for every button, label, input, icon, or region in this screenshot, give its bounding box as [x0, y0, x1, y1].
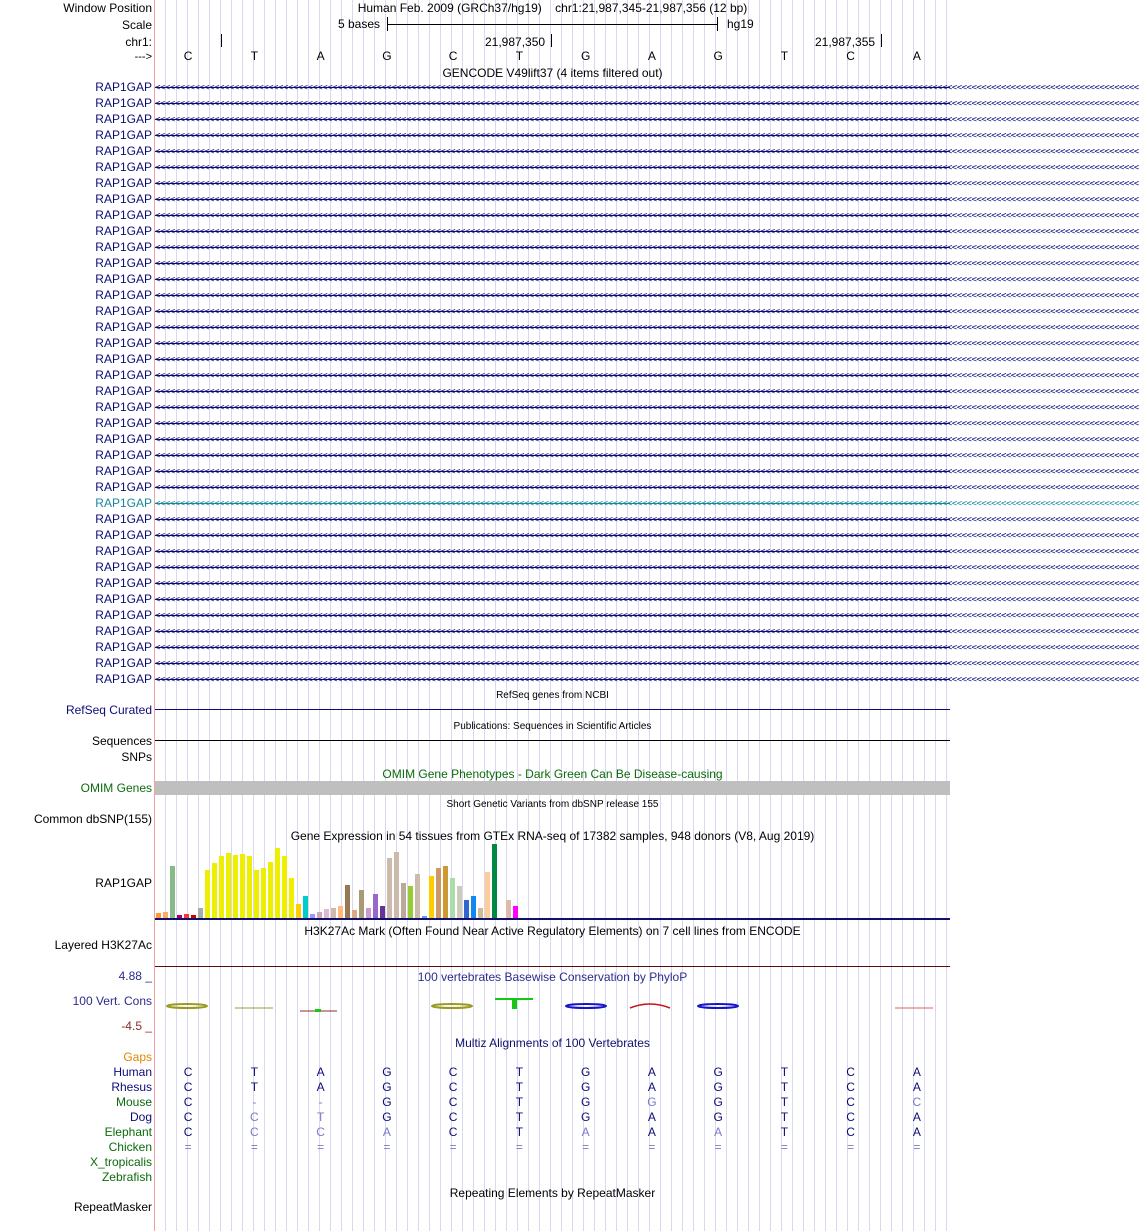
gencode-gene-label[interactable]: RAP1GAP [95, 112, 152, 126]
phylop-track-title: 100 vertebrates Basewise Conservation by PhyloP [417, 970, 688, 984]
gencode-transcript[interactable] [155, 131, 1139, 141]
alignment-base: C [183, 1080, 193, 1094]
alignment-base: A [647, 1125, 656, 1139]
alignment-base: G [580, 1065, 591, 1079]
strand-arrows: <<<<<<<<<<<<<<<<<<<<<<<<<<<<<<<<<<<<<<<<<<<<<<<<<<<<<<<<<<<<<<<<<<<<<<<<<<<<<<<<<<<<<<<<<<<<<<<<<<<<<<<<<<<<<<<<<<<<<<<<<<<<<<<<<<<<<<<<<<<<<<<<<<<<<<<<<<<<<<<<<<<<<<<<<<<<<<<<<<<<<<<<<<<<<<<<<<<<<<<< [155, 99, 1139, 109]
strand-arrows: <<<<<<<<<<<<<<<<<<<<<<<<<<<<<<<<<<<<<<<<<<<<<<<<<<<<<<<<<<<<<<<<<<<<<<<<<<<<<<<<<<<<<<<<<<<<<<<<<<<<<<<<<<<<<<<<<<<<<<<<<<<<<<<<<<<<<<<<<<<<<<<<<<<<<<<<<<<<<<<<<<<<<<<<<<<<<<<<<<<<<<<<<<<<<<<<<<<<<<<< [155, 531, 1139, 541]
gencode-gene-label[interactable]: RAP1GAP [95, 208, 152, 222]
species-label[interactable]: Rhesus [111, 1080, 152, 1094]
strand-arrows: <<<<<<<<<<<<<<<<<<<<<<<<<<<<<<<<<<<<<<<<<<<<<<<<<<<<<<<<<<<<<<<<<<<<<<<<<<<<<<<<<<<<<<<<<<<<<<<<<<<<<<<<<<<<<<<<<<<<<<<<<<<<<<<<<<<<<<<<<<<<<<<<<<<<<<<<<<<<<<<<<<<<<<<<<<<<<<<<<<<<<<<<<<<<<<<<<<<<<<<< [155, 611, 1139, 621]
gtex-tissue-bar[interactable] [240, 854, 245, 918]
gencode-transcript[interactable] [155, 163, 1139, 173]
strand-arrows: <<<<<<<<<<<<<<<<<<<<<<<<<<<<<<<<<<<<<<<<<<<<<<<<<<<<<<<<<<<<<<<<<<<<<<<<<<<<<<<<<<<<<<<<<<<<<<<<<<<<<<<<<<<<<<<<<<<<<<<<<<<<<<<<<<<<<<<<<<<<<<<<<<<<<<<<<<<<<<<<<<<<<<<<<<<<<<<<<<<<<<<<<<<<<<<<<<<<<<<< [155, 547, 1139, 557]
alignment-base: G [713, 1095, 723, 1109]
gencode-transcript[interactable] [155, 83, 1139, 93]
strand-arrows: <<<<<<<<<<<<<<<<<<<<<<<<<<<<<<<<<<<<<<<<<<<<<<<<<<<<<<<<<<<<<<<<<<<<<<<<<<<<<<<<<<<<<<<<<<<<<<<<<<<<<<<<<<<<<<<<<<<<<<<<<<<<<<<<<<<<<<<<<<<<<<<<<<<<<<<<<<<<<<<<<<<<<<<<<<<<<<<<<<<<<<<<<<<<<<<<<<<<<<<< [155, 403, 1139, 413]
gencode-gene-label[interactable]: RAP1GAP [95, 176, 152, 190]
gencode-transcript[interactable] [155, 435, 1139, 445]
gencode-transcript[interactable] [155, 195, 1139, 205]
gencode-gene-label[interactable]: RAP1GAP [95, 80, 152, 94]
window-position-label: Window Position [63, 1, 152, 15]
alignment-base: = [847, 1140, 855, 1154]
gencode-gene-label[interactable]: RAP1GAP [95, 448, 152, 462]
alignment-base: T [780, 1095, 789, 1109]
alignment-base: G [580, 1095, 591, 1109]
gencode-gene-label[interactable]: RAP1GAP [95, 464, 152, 478]
gtex-tissue-bar[interactable] [219, 856, 224, 918]
gencode-gene-label[interactable]: RAP1GAP [95, 544, 152, 558]
alignment-base: G [713, 1110, 723, 1124]
gencode-gene-label[interactable]: RAP1GAP [95, 592, 152, 606]
species-label[interactable]: Elephant [104, 1125, 152, 1139]
gencode-gene-label[interactable]: RAP1GAP [95, 224, 152, 238]
gtex-tissue-bar[interactable] [345, 885, 350, 918]
gencode-gene-label[interactable]: RAP1GAP [95, 96, 152, 110]
gtex-tissue-bar[interactable] [464, 900, 469, 918]
strand-arrows: <<<<<<<<<<<<<<<<<<<<<<<<<<<<<<<<<<<<<<<<<<<<<<<<<<<<<<<<<<<<<<<<<<<<<<<<<<<<<<<<<<<<<<<<<<<<<<<<<<<<<<<<<<<<<<<<<<<<<<<<<<<<<<<<<<<<<<<<<<<<<<<<<<<<<<<<<<<<<<<<<<<<<<<<<<<<<<<<<<<<<<<<<<<<<<<<<<<<<<<< [155, 643, 1139, 653]
gencode-gene-label[interactable]: RAP1GAP [95, 512, 152, 526]
gtex-tissue-bar[interactable] [268, 862, 273, 918]
gencode-gene-label[interactable]: RAP1GAP [95, 368, 152, 382]
scale-bar [387, 17, 718, 31]
alignment-base: T [515, 1095, 524, 1109]
alignment-base: T [515, 1065, 524, 1079]
common-dbsnp-label[interactable]: Common dbSNP(155) [33, 812, 152, 826]
strand-arrows: <<<<<<<<<<<<<<<<<<<<<<<<<<<<<<<<<<<<<<<<<<<<<<<<<<<<<<<<<<<<<<<<<<<<<<<<<<<<<<<<<<<<<<<<<<<<<<<<<<<<<<<<<<<<<<<<<<<<<<<<<<<<<<<<<<<<<<<<<<<<<<<<<<<<<<<<<<<<<<<<<<<<<<<<<<<<<<<<<<<<<<<<<<<<<<<<<<<<<<<< [155, 259, 1139, 269]
alignment-base: T [250, 1080, 259, 1094]
alignment-base: G [580, 1080, 591, 1094]
gtex-tissue-bar[interactable] [373, 894, 378, 918]
alignment-base: G [713, 1080, 723, 1094]
strand-arrows: <<<<<<<<<<<<<<<<<<<<<<<<<<<<<<<<<<<<<<<<<<<<<<<<<<<<<<<<<<<<<<<<<<<<<<<<<<<<<<<<<<<<<<<<<<<<<<<<<<<<<<<<<<<<<<<<<<<<<<<<<<<<<<<<<<<<<<<<<<<<<<<<<<<<<<<<<<<<<<<<<<<<<<<<<<<<<<<<<<<<<<<<<<<<<<<<<<<<<<<< [155, 163, 1139, 173]
strand-label: ---> [134, 51, 152, 63]
alignment-base: G [580, 1110, 591, 1124]
gencode-gene-label[interactable]: RAP1GAP [95, 624, 152, 638]
gencode-gene-label[interactable]: RAP1GAP [95, 288, 152, 302]
strand-arrows: <<<<<<<<<<<<<<<<<<<<<<<<<<<<<<<<<<<<<<<<<<<<<<<<<<<<<<<<<<<<<<<<<<<<<<<<<<<<<<<<<<<<<<<<<<<<<<<<<<<<<<<<<<<<<<<<<<<<<<<<<<<<<<<<<<<<<<<<<<<<<<<<<<<<<<<<<<<<<<<<<<<<<<<<<<<<<<<<<<<<<<<<<<<<<<<<<<<<<<<< [155, 467, 1139, 477]
gencode-transcript[interactable] [155, 499, 1139, 509]
gtex-tissue-bar[interactable] [359, 890, 364, 918]
gtex-tissue-bar[interactable] [457, 886, 462, 918]
gencode-transcript[interactable] [155, 643, 1139, 653]
gencode-transcript[interactable] [155, 227, 1139, 237]
strand-arrows: <<<<<<<<<<<<<<<<<<<<<<<<<<<<<<<<<<<<<<<<<<<<<<<<<<<<<<<<<<<<<<<<<<<<<<<<<<<<<<<<<<<<<<<<<<<<<<<<<<<<<<<<<<<<<<<<<<<<<<<<<<<<<<<<<<<<<<<<<<<<<<<<<<<<<<<<<<<<<<<<<<<<<<<<<<<<<<<<<<<<<<<<<<<<<<<<<<<<<<<< [155, 595, 1139, 605]
alignment-base: T [250, 1065, 259, 1079]
strand-arrows: <<<<<<<<<<<<<<<<<<<<<<<<<<<<<<<<<<<<<<<<<<<<<<<<<<<<<<<<<<<<<<<<<<<<<<<<<<<<<<<<<<<<<<<<<<<<<<<<<<<<<<<<<<<<<<<<<<<<<<<<<<<<<<<<<<<<<<<<<<<<<<<<<<<<<<<<<<<<<<<<<<<<<<<<<<<<<<<<<<<<<<<<<<<<<<<<<<<<<<<< [155, 627, 1139, 637]
alignment-base: = [648, 1140, 656, 1154]
alignment-base: C [183, 1095, 193, 1109]
gencode-transcript[interactable] [155, 627, 1139, 637]
repeatmasker-track-title: Repeating Elements by RepeatMasker [449, 1186, 656, 1200]
gtex-tissue-bar[interactable] [331, 908, 336, 918]
gtex-tissue-bar[interactable] [338, 906, 343, 918]
alignment-base: C [912, 1095, 922, 1109]
assembly-text: Human Feb. 2009 (GRCh37/hg19) [357, 1, 542, 15]
alignment-base: T [515, 1110, 524, 1124]
species-label[interactable]: Human [113, 1065, 152, 1079]
gencode-transcript[interactable] [155, 387, 1139, 397]
gencode-transcript[interactable] [155, 595, 1139, 605]
strand-arrows: <<<<<<<<<<<<<<<<<<<<<<<<<<<<<<<<<<<<<<<<<<<<<<<<<<<<<<<<<<<<<<<<<<<<<<<<<<<<<<<<<<<<<<<<<<<<<<<<<<<<<<<<<<<<<<<<<<<<<<<<<<<<<<<<<<<<<<<<<<<<<<<<<<<<<<<<<<<<<<<<<<<<<<<<<<<<<<<<<<<<<<<<<<<<<<<<<<<<<<<< [155, 371, 1139, 381]
alignment-base: C [448, 1095, 458, 1109]
alignment-base: C [250, 1125, 259, 1139]
gencode-transcript[interactable] [155, 451, 1139, 461]
strand-arrows: <<<<<<<<<<<<<<<<<<<<<<<<<<<<<<<<<<<<<<<<<<<<<<<<<<<<<<<<<<<<<<<<<<<<<<<<<<<<<<<<<<<<<<<<<<<<<<<<<<<<<<<<<<<<<<<<<<<<<<<<<<<<<<<<<<<<<<<<<<<<<<<<<<<<<<<<<<<<<<<<<<<<<<<<<<<<<<<<<<<<<<<<<<<<<<<<<<<<<<<< [155, 387, 1139, 397]
strand-arrows: <<<<<<<<<<<<<<<<<<<<<<<<<<<<<<<<<<<<<<<<<<<<<<<<<<<<<<<<<<<<<<<<<<<<<<<<<<<<<<<<<<<<<<<<<<<<<<<<<<<<<<<<<<<<<<<<<<<<<<<<<<<<<<<<<<<<<<<<<<<<<<<<<<<<<<<<<<<<<<<<<<<<<<<<<<<<<<<<<<<<<<<<<<<<<<<<<<<<<<<< [155, 675, 1139, 685]
alignment-base: C [846, 1095, 855, 1109]
base-letter: T [515, 49, 524, 63]
gencode-transcript[interactable] [155, 659, 1139, 669]
gtex-tissue-bar[interactable] [212, 863, 217, 918]
gencode-track-title: GENCODE V49lift37 (4 items filtered out) [442, 66, 663, 80]
gtex-tissue-bar[interactable] [282, 856, 287, 918]
base-letter: A [647, 49, 656, 63]
gencode-gene-label[interactable]: RAP1GAP [95, 192, 152, 206]
alignment-base: = [515, 1140, 523, 1154]
strand-arrows: <<<<<<<<<<<<<<<<<<<<<<<<<<<<<<<<<<<<<<<<<<<<<<<<<<<<<<<<<<<<<<<<<<<<<<<<<<<<<<<<<<<<<<<<<<<<<<<<<<<<<<<<<<<<<<<<<<<<<<<<<<<<<<<<<<<<<<<<<<<<<<<<<<<<<<<<<<<<<<<<<<<<<<<<<<<<<<<<<<<<<<<<<<<<<<<<<<<<<<<< [155, 243, 1139, 253]
alignment-base: A [647, 1080, 656, 1094]
alignment-base: C [846, 1125, 855, 1139]
strand-arrows: <<<<<<<<<<<<<<<<<<<<<<<<<<<<<<<<<<<<<<<<<<<<<<<<<<<<<<<<<<<<<<<<<<<<<<<<<<<<<<<<<<<<<<<<<<<<<<<<<<<<<<<<<<<<<<<<<<<<<<<<<<<<<<<<<<<<<<<<<<<<<<<<<<<<<<<<<<<<<<<<<<<<<<<<<<<<<<<<<<<<<<<<<<<<<<<<<<<<<<<< [155, 115, 1139, 125]
h3k27ac-baseline [155, 966, 950, 967]
gencode-gene-label[interactable]: RAP1GAP [95, 608, 152, 622]
publications-track-title: Publications: Sequences in Scientific Articles [453, 721, 652, 732]
strand-arrows: <<<<<<<<<<<<<<<<<<<<<<<<<<<<<<<<<<<<<<<<<<<<<<<<<<<<<<<<<<<<<<<<<<<<<<<<<<<<<<<<<<<<<<<<<<<<<<<<<<<<<<<<<<<<<<<<<<<<<<<<<<<<<<<<<<<<<<<<<<<<<<<<<<<<<<<<<<<<<<<<<<<<<<<<<<<<<<<<<<<<<<<<<<<<<<<<<<<<<<<< [155, 563, 1139, 573]
assembly-region-title [155, 1, 950, 15]
gtex-tissue-bar[interactable] [436, 868, 441, 918]
gtex-bar-chart[interactable] [155, 843, 950, 919]
omim-phenotype-bar[interactable] [155, 781, 950, 795]
gencode-gene-label[interactable]: RAP1GAP [95, 320, 152, 334]
alignment-base: G [382, 1095, 392, 1109]
gtex-tissue-bar[interactable] [415, 874, 420, 918]
alignment-base: A [912, 1125, 921, 1139]
phylop-max-label: 4.88 _ [118, 969, 152, 983]
alignment-base: G [713, 1065, 723, 1079]
db-text: hg19 [727, 17, 754, 31]
gencode-transcript[interactable] [155, 611, 1139, 621]
position-tick-label-2: 21,987,355 [815, 35, 876, 49]
gtex-tissue-bar[interactable] [303, 896, 308, 918]
alignment-base: C [183, 1125, 193, 1139]
gencode-gene-label[interactable]: RAP1GAP [95, 528, 152, 542]
gtex-tissue-bar[interactable] [198, 908, 203, 918]
alignment-base: T [780, 1125, 789, 1139]
alignment-base: A [912, 1110, 921, 1124]
alignment-base: G [382, 1065, 392, 1079]
gtex-tissue-bar[interactable] [394, 852, 399, 918]
gencode-transcript[interactable] [155, 579, 1139, 589]
gtex-tissue-bar[interactable] [275, 848, 280, 918]
base-letter: T [250, 49, 259, 63]
gtex-tissue-bar[interactable] [226, 853, 231, 918]
gencode-transcript[interactable] [155, 355, 1139, 365]
gtex-tissue-bar[interactable] [450, 878, 455, 918]
alignment-base: A [316, 1080, 325, 1094]
alignment-base: C [846, 1080, 855, 1094]
species-label[interactable]: Mouse [115, 1095, 152, 1109]
base-letter: C [183, 49, 193, 63]
gencode-gene-label[interactable]: RAP1GAP [95, 480, 152, 494]
strand-arrows: <<<<<<<<<<<<<<<<<<<<<<<<<<<<<<<<<<<<<<<<<<<<<<<<<<<<<<<<<<<<<<<<<<<<<<<<<<<<<<<<<<<<<<<<<<<<<<<<<<<<<<<<<<<<<<<<<<<<<<<<<<<<<<<<<<<<<<<<<<<<<<<<<<<<<<<<<<<<<<<<<<<<<<<<<<<<<<<<<<<<<<<<<<<<<<<<<<<<<<<< [155, 195, 1139, 205]
strand-arrows: <<<<<<<<<<<<<<<<<<<<<<<<<<<<<<<<<<<<<<<<<<<<<<<<<<<<<<<<<<<<<<<<<<<<<<<<<<<<<<<<<<<<<<<<<<<<<<<<<<<<<<<<<<<<<<<<<<<<<<<<<<<<<<<<<<<<<<<<<<<<<<<<<<<<<<<<<<<<<<<<<<<<<<<<<<<<<<<<<<<<<<<<<<<<<<<<<<<<<<<< [155, 355, 1139, 365]
repeatmasker-label[interactable]: RepeatMasker [73, 1200, 152, 1214]
strand-arrows: <<<<<<<<<<<<<<<<<<<<<<<<<<<<<<<<<<<<<<<<<<<<<<<<<<<<<<<<<<<<<<<<<<<<<<<<<<<<<<<<<<<<<<<<<<<<<<<<<<<<<<<<<<<<<<<<<<<<<<<<<<<<<<<<<<<<<<<<<<<<<<<<<<<<<<<<<<<<<<<<<<<<<<<<<<<<<<<<<<<<<<<<<<<<<<<<<<<<<<<< [155, 323, 1139, 333]
alignment-base: C [448, 1065, 458, 1079]
gencode-gene-label[interactable]: RAP1GAP [95, 256, 152, 270]
gencode-transcript[interactable] [155, 179, 1139, 189]
gencode-gene-label[interactable]: RAP1GAP [95, 384, 152, 398]
strand-arrows: <<<<<<<<<<<<<<<<<<<<<<<<<<<<<<<<<<<<<<<<<<<<<<<<<<<<<<<<<<<<<<<<<<<<<<<<<<<<<<<<<<<<<<<<<<<<<<<<<<<<<<<<<<<<<<<<<<<<<<<<<<<<<<<<<<<<<<<<<<<<<<<<<<<<<<<<<<<<<<<<<<<<<<<<<<<<<<<<<<<<<<<<<<<<<<<<<<<<<<<< [155, 211, 1139, 221]
gencode-transcript[interactable] [155, 547, 1139, 557]
base-letter: G [713, 49, 723, 63]
base-letter: A [912, 49, 921, 63]
browser-image[interactable] [155, 0, 1139, 1231]
alignment-base: = [714, 1140, 722, 1154]
refseq-track-title: RefSeq genes from NCBI [496, 690, 609, 701]
gencode-transcript[interactable] [155, 275, 1139, 285]
gencode-gene-label[interactable]: RAP1GAP [95, 560, 152, 574]
gtex-tissue-bar[interactable] [247, 856, 252, 918]
gencode-transcript[interactable] [155, 403, 1139, 413]
gencode-transcript[interactable] [155, 339, 1139, 349]
ruler-tick [551, 34, 552, 47]
gtex-tissue-bar[interactable] [366, 908, 371, 918]
gencode-transcript[interactable] [155, 323, 1139, 333]
alignment-base: A [912, 1080, 921, 1094]
gtex-baseline [155, 918, 950, 920]
gtex-tissue-bar[interactable] [401, 883, 406, 918]
refseq-curated-label[interactable]: RefSeq Curated [65, 703, 152, 717]
gtex-track-title: Gene Expression in 54 tissues from GTEx RNA-seq of 17382 samples, 948 donors (V8, Aug 2019) [290, 829, 815, 843]
gencode-transcript[interactable] [155, 483, 1139, 493]
alignment-base: = [250, 1140, 258, 1154]
sequences-label[interactable]: Sequences [91, 734, 152, 748]
base-letter: C [846, 49, 855, 63]
alignment-base: = [184, 1140, 192, 1154]
strand-arrows: <<<<<<<<<<<<<<<<<<<<<<<<<<<<<<<<<<<<<<<<<<<<<<<<<<<<<<<<<<<<<<<<<<<<<<<<<<<<<<<<<<<<<<<<<<<<<<<<<<<<<<<<<<<<<<<<<<<<<<<<<<<<<<<<<<<<<<<<<<<<<<<<<<<<<<<<<<<<<<<<<<<<<<<<<<<<<<<<<<<<<<<<<<<<<<<<<<<<<<<< [155, 451, 1139, 461]
strand-arrows: <<<<<<<<<<<<<<<<<<<<<<<<<<<<<<<<<<<<<<<<<<<<<<<<<<<<<<<<<<<<<<<<<<<<<<<<<<<<<<<<<<<<<<<<<<<<<<<<<<<<<<<<<<<<<<<<<<<<<<<<<<<<<<<<<<<<<<<<<<<<<<<<<<<<<<<<<<<<<<<<<<<<<<<<<<<<<<<<<<<<<<<<<<<<<<<<<<<<<<<< [155, 307, 1139, 317]
alignment-base: A [382, 1125, 391, 1139]
alignment-base: A [647, 1110, 656, 1124]
strand-arrows: <<<<<<<<<<<<<<<<<<<<<<<<<<<<<<<<<<<<<<<<<<<<<<<<<<<<<<<<<<<<<<<<<<<<<<<<<<<<<<<<<<<<<<<<<<<<<<<<<<<<<<<<<<<<<<<<<<<<<<<<<<<<<<<<<<<<<<<<<<<<<<<<<<<<<<<<<<<<<<<<<<<<<<<<<<<<<<<<<<<<<<<<<<<<<<<<<<<<<<<< [155, 659, 1139, 669]
gencode-transcript[interactable] [155, 243, 1139, 253]
gencode-gene-label[interactable]: RAP1GAP [95, 144, 152, 158]
gencode-transcript[interactable] [155, 115, 1139, 125]
gencode-gene-label[interactable]: RAP1GAP [95, 240, 152, 254]
alignment-base: G [647, 1095, 657, 1109]
strand-arrows: <<<<<<<<<<<<<<<<<<<<<<<<<<<<<<<<<<<<<<<<<<<<<<<<<<<<<<<<<<<<<<<<<<<<<<<<<<<<<<<<<<<<<<<<<<<<<<<<<<<<<<<<<<<<<<<<<<<<<<<<<<<<<<<<<<<<<<<<<<<<<<<<<<<<<<<<<<<<<<<<<<<<<<<<<<<<<<<<<<<<<<<<<<<<<<<<<<<<<<<< [155, 147, 1139, 157]
species-label[interactable]: Chicken [108, 1140, 152, 1154]
strand-arrows: <<<<<<<<<<<<<<<<<<<<<<<<<<<<<<<<<<<<<<<<<<<<<<<<<<<<<<<<<<<<<<<<<<<<<<<<<<<<<<<<<<<<<<<<<<<<<<<<<<<<<<<<<<<<<<<<<<<<<<<<<<<<<<<<<<<<<<<<<<<<<<<<<<<<<<<<<<<<<<<<<<<<<<<<<<<<<<<<<<<<<<<<<<<<<<<<<<<<<<<< [155, 179, 1139, 189]
gtex-tissue-bar[interactable] [513, 906, 518, 918]
alignment-base: G [382, 1110, 392, 1124]
position-tick-label-1: 21,987,350 [485, 35, 546, 49]
gtex-tissue-bar[interactable] [429, 876, 434, 918]
gtex-gene-label[interactable]: RAP1GAP [95, 876, 152, 890]
gencode-transcript[interactable] [155, 515, 1139, 525]
gencode-gene-label[interactable]: RAP1GAP [95, 496, 152, 510]
alignment-base: G [382, 1080, 392, 1094]
species-label[interactable]: Zebrafish [101, 1170, 152, 1184]
gencode-gene-label[interactable]: RAP1GAP [95, 416, 152, 430]
h3k27ac-track-title: H3K27Ac Mark (Often Found Near Active Regulatory Elements) on 7 cell lines from ENCODE [304, 924, 801, 938]
gencode-transcript[interactable] [155, 307, 1139, 317]
gencode-gene-label[interactable]: RAP1GAP [95, 272, 152, 286]
gtex-tissue-bar[interactable] [408, 886, 413, 918]
gtex-tissue-bar[interactable] [205, 870, 210, 918]
species-label[interactable]: Dog [129, 1110, 152, 1124]
strand-arrows: <<<<<<<<<<<<<<<<<<<<<<<<<<<<<<<<<<<<<<<<<<<<<<<<<<<<<<<<<<<<<<<<<<<<<<<<<<<<<<<<<<<<<<<<<<<<<<<<<<<<<<<<<<<<<<<<<<<<<<<<<<<<<<<<<<<<<<<<<<<<<<<<<<<<<<<<<<<<<<<<<<<<<<<<<<<<<<<<<<<<<<<<<<<<<<<<<<<<<<<< [155, 435, 1139, 445]
alignment-base: C [183, 1065, 193, 1079]
gtex-tissue-bar[interactable] [324, 909, 329, 918]
alignment-base: = [780, 1140, 788, 1154]
alignment-base: C [448, 1125, 458, 1139]
gencode-gene-label[interactable]: RAP1GAP [95, 576, 152, 590]
phylop-track-label[interactable]: 100 Vert. Cons [72, 994, 152, 1008]
gencode-gene-label[interactable]: RAP1GAP [95, 672, 152, 686]
phylop-wiggle[interactable] [155, 990, 950, 1020]
gencode-transcript[interactable] [155, 211, 1139, 221]
gencode-transcript[interactable] [155, 147, 1139, 157]
alignment-base: = [317, 1140, 325, 1154]
omim-genes-label[interactable]: OMIM Genes [80, 781, 152, 795]
scale-label: Scale [121, 18, 152, 32]
base-letter: G [382, 49, 392, 63]
gtex-tissue-bar[interactable] [506, 900, 511, 918]
alignment-base: T [515, 1080, 524, 1094]
alignment-base: C [846, 1065, 855, 1079]
alignment-base: = [913, 1140, 921, 1154]
gencode-gene-label[interactable]: RAP1GAP [95, 400, 152, 414]
gencode-gene-label[interactable]: RAP1GAP [95, 128, 152, 142]
phylop-feature [167, 999, 933, 1012]
chrom-label: chr1: [125, 35, 152, 49]
base-letter: C [448, 49, 458, 63]
gtex-tissue-bar[interactable] [380, 906, 385, 918]
alignment-base: A [647, 1065, 656, 1079]
alignment-base: T [316, 1110, 325, 1124]
layered-h3k27ac-label[interactable]: Layered H3K27Ac [54, 938, 152, 952]
strand-arrows: <<<<<<<<<<<<<<<<<<<<<<<<<<<<<<<<<<<<<<<<<<<<<<<<<<<<<<<<<<<<<<<<<<<<<<<<<<<<<<<<<<<<<<<<<<<<<<<<<<<<<<<<<<<<<<<<<<<<<<<<<<<<<<<<<<<<<<<<<<<<<<<<<<<<<<<<<<<<<<<<<<<<<<<<<<<<<<<<<<<<<<<<<<<<<<<<<<<<<<<< [155, 131, 1139, 141]
multiz-track-title: Multiz Alignments of 100 Vertebrates [455, 1036, 650, 1050]
species-label[interactable]: X_tropicalis [89, 1155, 152, 1169]
omim-track-title: OMIM Gene Phenotypes - Dark Green Can Be Disease-causing [382, 767, 723, 781]
gencode-transcript[interactable] [155, 563, 1139, 573]
alignment-base: A [316, 1065, 325, 1079]
alignment-base: T [515, 1125, 524, 1139]
alignment-base: A [581, 1125, 590, 1139]
track-label-panel [0, 0, 155, 1231]
gencode-gene-label[interactable]: RAP1GAP [95, 432, 152, 446]
strand-arrows: <<<<<<<<<<<<<<<<<<<<<<<<<<<<<<<<<<<<<<<<<<<<<<<<<<<<<<<<<<<<<<<<<<<<<<<<<<<<<<<<<<<<<<<<<<<<<<<<<<<<<<<<<<<<<<<<<<<<<<<<<<<<<<<<<<<<<<<<<<<<<<<<<<<<<<<<<<<<<<<<<<<<<<<<<<<<<<<<<<<<<<<<<<<<<<<<<<<<<<<< [155, 419, 1139, 429]
base-letter: A [316, 49, 325, 63]
gencode-transcript[interactable] [155, 419, 1139, 429]
gtex-tissue-bar[interactable] [289, 878, 294, 918]
gencode-transcript[interactable] [155, 291, 1139, 301]
gencode-gene-label[interactable]: RAP1GAP [95, 304, 152, 318]
alignment-base: T [780, 1110, 789, 1124]
alignment-base: - [252, 1095, 257, 1109]
gencode-transcript[interactable] [155, 675, 1139, 685]
gtex-tissue-bar[interactable] [387, 858, 392, 918]
gencode-gene-label[interactable]: RAP1GAP [95, 656, 152, 670]
alignment-base: T [780, 1080, 789, 1094]
region-text: chr1:21,987,345-21,987,356 (12 bp) [555, 1, 748, 15]
alignment-base: C [250, 1110, 259, 1124]
gtex-tissue-bar[interactable] [471, 896, 476, 918]
gencode-gene-label[interactable]: RAP1GAP [95, 336, 152, 350]
gtex-tissue-bar[interactable] [443, 866, 448, 918]
base-letter: G [580, 49, 591, 63]
strand-arrows: <<<<<<<<<<<<<<<<<<<<<<<<<<<<<<<<<<<<<<<<<<<<<<<<<<<<<<<<<<<<<<<<<<<<<<<<<<<<<<<<<<<<<<<<<<<<<<<<<<<<<<<<<<<<<<<<<<<<<<<<<<<<<<<<<<<<<<<<<<<<<<<<<<<<<<<<<<<<<<<<<<<<<<<<<<<<<<<<<<<<<<<<<<<<<<<<<<<<<<<< [155, 227, 1139, 237]
alignment-base: = [383, 1140, 391, 1154]
gtex-tissue-bar[interactable] [485, 872, 490, 918]
gtex-tissue-bar[interactable] [352, 910, 357, 918]
alignment-base: C [316, 1125, 325, 1139]
gtex-tissue-bar[interactable] [254, 870, 259, 918]
gencode-transcript[interactable] [155, 259, 1139, 269]
gtex-tissue-bar[interactable] [296, 904, 301, 918]
strand-arrows: <<<<<<<<<<<<<<<<<<<<<<<<<<<<<<<<<<<<<<<<<<<<<<<<<<<<<<<<<<<<<<<<<<<<<<<<<<<<<<<<<<<<<<<<<<<<<<<<<<<<<<<<<<<<<<<<<<<<<<<<<<<<<<<<<<<<<<<<<<<<<<<<<<<<<<<<<<<<<<<<<<<<<<<<<<<<<<<<<<<<<<<<<<<<<<<<<<<<<<<< [155, 275, 1139, 285]
strand-arrows: <<<<<<<<<<<<<<<<<<<<<<<<<<<<<<<<<<<<<<<<<<<<<<<<<<<<<<<<<<<<<<<<<<<<<<<<<<<<<<<<<<<<<<<<<<<<<<<<<<<<<<<<<<<<<<<<<<<<<<<<<<<<<<<<<<<<<<<<<<<<<<<<<<<<<<<<<<<<<<<<<<<<<<<<<<<<<<<<<<<<<<<<<<<<<<<<<<<<<<<< [155, 579, 1139, 589]
alignment-base: = [582, 1140, 590, 1154]
alignment-base: C [448, 1110, 458, 1124]
alignment-base: C [846, 1110, 855, 1124]
dbsnp-track-title: Short Genetic Variants from dbSNP release 155 [446, 799, 659, 810]
alignment-base: T [780, 1065, 789, 1079]
gtex-tissue-bar[interactable] [261, 868, 266, 918]
scale-text: 5 bases [338, 17, 381, 31]
gtex-tissue-bar[interactable] [170, 866, 175, 918]
refseq-gene-line[interactable] [155, 709, 950, 710]
alignment-base: C [183, 1110, 193, 1124]
gencode-gene-label[interactable]: RAP1GAP [95, 160, 152, 174]
ruler-tick [221, 34, 222, 47]
gtex-tissue-bar[interactable] [233, 855, 238, 918]
base-letter: T [780, 49, 789, 63]
phylop-min-label: -4.5 _ [121, 1019, 152, 1033]
alignment-base: C [448, 1080, 458, 1094]
ruler-tick [881, 34, 882, 47]
strand-arrows: <<<<<<<<<<<<<<<<<<<<<<<<<<<<<<<<<<<<<<<<<<<<<<<<<<<<<<<<<<<<<<<<<<<<<<<<<<<<<<<<<<<<<<<<<<<<<<<<<<<<<<<<<<<<<<<<<<<<<<<<<<<<<<<<<<<<<<<<<<<<<<<<<<<<<<<<<<<<<<<<<<<<<<<<<<<<<<<<<<<<<<<<<<<<<<<<<<<<<<<< [155, 83, 1139, 93]
gtex-tissue-bar[interactable] [478, 908, 483, 918]
alignment-base: = [449, 1140, 457, 1154]
strand-arrows: <<<<<<<<<<<<<<<<<<<<<<<<<<<<<<<<<<<<<<<<<<<<<<<<<<<<<<<<<<<<<<<<<<<<<<<<<<<<<<<<<<<<<<<<<<<<<<<<<<<<<<<<<<<<<<<<<<<<<<<<<<<<<<<<<<<<<<<<<<<<<<<<<<<<<<<<<<<<<<<<<<<<<<<<<<<<<<<<<<<<<<<<<<<<<<<<<<<<<<<< [155, 291, 1139, 301]
alignment-base: A [714, 1125, 723, 1139]
strand-arrows: <<<<<<<<<<<<<<<<<<<<<<<<<<<<<<<<<<<<<<<<<<<<<<<<<<<<<<<<<<<<<<<<<<<<<<<<<<<<<<<<<<<<<<<<<<<<<<<<<<<<<<<<<<<<<<<<<<<<<<<<<<<<<<<<<<<<<<<<<<<<<<<<<<<<<<<<<<<<<<<<<<<<<<<<<<<<<<<<<<<<<<<<<<<<<<<<<<<<<<<< [155, 339, 1139, 349]
gencode-gene-label[interactable]: RAP1GAP [95, 640, 152, 654]
gtex-tissue-bar[interactable] [492, 844, 497, 918]
gencode-transcript[interactable] [155, 371, 1139, 381]
alignment-base: A [912, 1065, 921, 1079]
strand-arrows: <<<<<<<<<<<<<<<<<<<<<<<<<<<<<<<<<<<<<<<<<<<<<<<<<<<<<<<<<<<<<<<<<<<<<<<<<<<<<<<<<<<<<<<<<<<<<<<<<<<<<<<<<<<<<<<<<<<<<<<<<<<<<<<<<<<<<<<<<<<<<<<<<<<<<<<<<<<<<<<<<<<<<<<<<<<<<<<<<<<<<<<<<<<<<<<<<<<<<<<< [155, 483, 1139, 493]
snps-label[interactable]: SNPs [121, 750, 152, 764]
alignment-base: - [318, 1095, 323, 1109]
gencode-transcript[interactable] [155, 99, 1139, 109]
strand-arrows: <<<<<<<<<<<<<<<<<<<<<<<<<<<<<<<<<<<<<<<<<<<<<<<<<<<<<<<<<<<<<<<<<<<<<<<<<<<<<<<<<<<<<<<<<<<<<<<<<<<<<<<<<<<<<<<<<<<<<<<<<<<<<<<<<<<<<<<<<<<<<<<<<<<<<<<<<<<<<<<<<<<<<<<<<<<<<<<<<<<<<<<<<<<<<<<<<<<<<<<< [155, 515, 1139, 525]
gaps-label: Gaps [123, 1050, 152, 1064]
gencode-gene-label[interactable]: RAP1GAP [95, 352, 152, 366]
gencode-transcript[interactable] [155, 467, 1139, 477]
strand-arrows: <<<<<<<<<<<<<<<<<<<<<<<<<<<<<<<<<<<<<<<<<<<<<<<<<<<<<<<<<<<<<<<<<<<<<<<<<<<<<<<<<<<<<<<<<<<<<<<<<<<<<<<<<<<<<<<<<<<<<<<<<<<<<<<<<<<<<<<<<<<<<<<<<<<<<<<<<<<<<<<<<<<<<<<<<<<<<<<<<<<<<<<<<<<<<<<<<<<<<<<< [155, 499, 1139, 509]
publications-line[interactable] [155, 740, 950, 741]
gencode-transcript[interactable] [155, 531, 1139, 541]
